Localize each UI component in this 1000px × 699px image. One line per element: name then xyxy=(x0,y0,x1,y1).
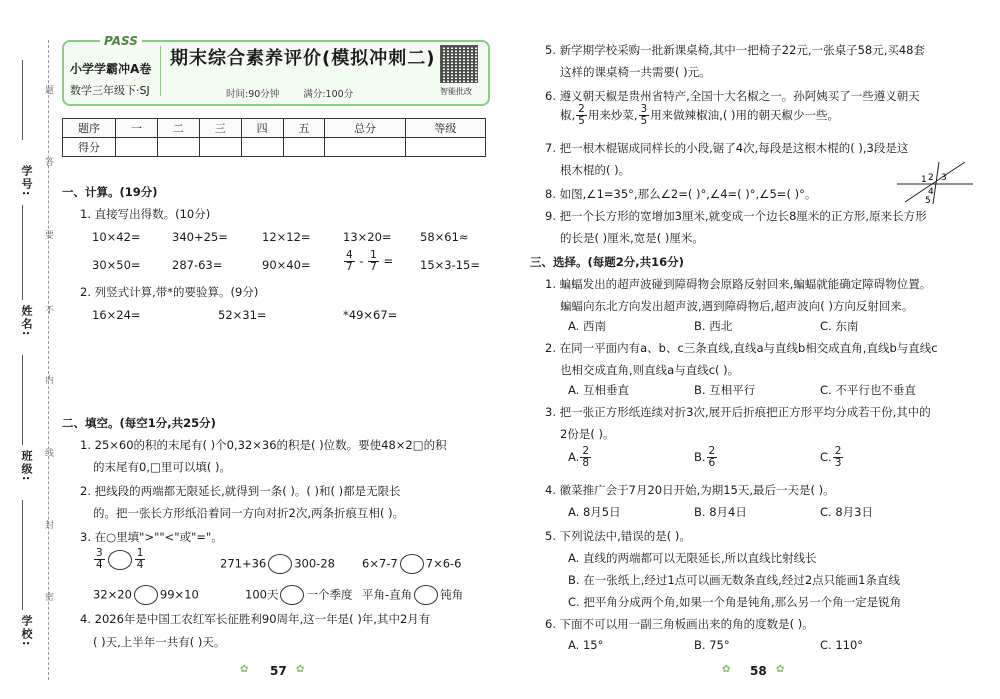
exam-time: 时间:90分钟 xyxy=(226,89,280,100)
margin-marker: 封 xyxy=(43,520,53,529)
compare-item xyxy=(220,554,335,574)
table-header-cell: 五 xyxy=(283,119,325,138)
compare-item xyxy=(93,548,146,571)
brand-name: 小学学霸冲A卷 xyxy=(70,62,152,76)
fraction-numerator: 2 xyxy=(708,445,716,457)
fraction-numerator: 3 xyxy=(96,547,103,559)
compare-circle[interactable] xyxy=(268,554,292,574)
choice-question-line: 2份是( )。 xyxy=(560,427,615,441)
section-calc-heading: 一、计算。(19分) xyxy=(62,185,158,199)
calc-item: 340+25= xyxy=(172,230,228,244)
table-header-cell: 题序 xyxy=(63,119,116,138)
student-id-blank[interactable] xyxy=(22,60,23,140)
compare-left: 6×7-7 xyxy=(362,556,398,571)
choice-question-line: 5. 下列说法中,错误的是( )。 xyxy=(545,529,691,543)
fraction-denominator: 7 xyxy=(346,261,353,273)
fraction-numerator: 3 xyxy=(640,103,648,115)
calc-item: 13×20= xyxy=(343,230,392,244)
choice-option[interactable] xyxy=(568,446,592,469)
compare-right: 一个季度 xyxy=(306,587,353,602)
fraction-denominator: 5 xyxy=(640,115,648,127)
option-letter: C. xyxy=(820,450,832,464)
choice-question-line: 1. 蝙蝠发出的超声波碰到障碍物会原路反射回来,蝙蝠就能确定障碍物位置。 xyxy=(545,277,932,291)
fill-question-line: 的。把一张长方形纸沿着同一方向对折2次,两条折痕互相( )。 xyxy=(93,506,405,520)
page-number-left: 57 xyxy=(270,664,287,678)
header-divider xyxy=(160,46,161,96)
calc-item: 12×12= xyxy=(262,230,311,244)
angle-label: 4 xyxy=(928,187,934,197)
compare-left: 271+36 xyxy=(220,556,267,571)
table-header-cell: 四 xyxy=(241,119,283,138)
fraction-numerator: 2 xyxy=(834,445,842,457)
choice-option[interactable]: C. 把平角分成两个角,如果一个角是钝角,那么另一个角一定是锐角 xyxy=(568,595,902,609)
calc-item: 58×61≈ xyxy=(420,230,469,244)
grade-label: 数学三年级下·SJ xyxy=(70,84,150,97)
fraction-numerator: 1 xyxy=(370,249,377,261)
choice-option[interactable] xyxy=(820,446,844,469)
margin-marker: 答 xyxy=(43,157,53,166)
name-label: 姓名: xyxy=(20,305,33,338)
fill-question-line: 的末尾有0,□里可以填( )。 xyxy=(93,460,231,474)
fill-question-line: 9. 把一个长方形的宽增加3厘米,就变成一个边长8厘米的正方形,原来长方形 xyxy=(545,209,927,223)
choice-option[interactable]: C. 东南 xyxy=(820,319,859,333)
fill-question-line: ( )天,上半年一共有( )天。 xyxy=(93,635,226,649)
score-cell[interactable] xyxy=(283,138,325,157)
choice-option[interactable]: B. 75° xyxy=(694,638,730,652)
margin-marker: 题 xyxy=(43,85,53,94)
text-segment: 用来做辣椒油,( )用的朝天椒少一些。 xyxy=(650,108,839,122)
fill-question-line: 2. 把线段的两端都无限延长,就得到一条( )。( )和( )都是无限长 xyxy=(80,484,401,498)
calc-item: 287-63= xyxy=(172,258,223,272)
exam-score: 满分:100分 xyxy=(303,89,354,100)
pass-logo: PASS xyxy=(100,34,142,48)
table-header-cell: 一 xyxy=(116,119,158,138)
calc-item: 90×40= xyxy=(262,258,311,272)
margin-marker: 要 xyxy=(43,230,53,239)
choice-option[interactable]: B. 8月4日 xyxy=(694,505,747,519)
class-label: 班级: xyxy=(20,450,33,483)
choice-option[interactable]: B. 西北 xyxy=(694,319,733,333)
section-choice-heading: 三、选择。(每题2分,共16分) xyxy=(530,255,684,269)
option-letter: A. xyxy=(568,450,580,464)
fraction-numerator: 1 xyxy=(136,547,144,559)
fill-question-line: 4. 2026年是中国工农红军长征胜利90周年,这一年是( )年,其中2月有 xyxy=(80,612,431,626)
page-number-right: 58 xyxy=(750,664,767,678)
choice-option[interactable]: B. 在一张纸上,经过1点可以画无数条直线,经过2点只能画1条直线 xyxy=(568,573,900,587)
compare-left: 平角-直角 xyxy=(362,587,413,602)
page-title: 期末综合素养评价(模拟冲刺二) xyxy=(170,48,436,69)
fraction-calc-item xyxy=(343,250,393,273)
compare-left: 32×20 xyxy=(93,587,132,602)
table-row-label: 得分 xyxy=(63,138,116,157)
margin-marker: 内 xyxy=(43,375,53,384)
class-blank[interactable] xyxy=(22,355,23,445)
score-cell[interactable] xyxy=(116,138,158,157)
calc-item: 10×42= xyxy=(92,230,141,244)
fraction-numerator: 2 xyxy=(582,445,590,457)
choice-option[interactable]: C. 8月3日 xyxy=(820,505,873,519)
binding-line xyxy=(48,40,49,680)
choice-question-line: 也相交成直角,则直线a与直线c( )。 xyxy=(560,363,740,377)
exam-meta xyxy=(226,86,353,100)
fill-question-line: 这样的课桌椅一共需要( )元。 xyxy=(560,65,711,79)
margin-marker: 密 xyxy=(43,592,53,601)
question-2-prompt: 2. 列竖式计算,带*的要验算。(9分) xyxy=(80,285,259,299)
choice-question-line: 2. 在同一平面内有a、b、c三条直线,直线a与直线b相交成直角,直线b与直线c xyxy=(545,341,938,355)
table-header-cell: 二 xyxy=(157,119,199,138)
qr-label: 智能批改 xyxy=(440,87,472,96)
compare-right: 300-28 xyxy=(294,556,335,571)
fraction-denominator: 5 xyxy=(578,115,585,127)
fill-question-line xyxy=(560,104,839,127)
choice-option[interactable]: C. 110° xyxy=(820,638,864,652)
choice-option[interactable] xyxy=(694,446,718,469)
option-letter: B. xyxy=(694,450,706,464)
fraction-denominator: 8 xyxy=(582,457,590,469)
choice-option[interactable]: A. 西南 xyxy=(568,319,606,333)
compare-circle[interactable] xyxy=(134,585,158,605)
score-cell[interactable] xyxy=(325,138,405,157)
compare-right: 99×10 xyxy=(159,587,199,602)
score-cell[interactable] xyxy=(241,138,283,157)
choice-question-line: 4. 徽菜推广会于7月20日开始,为期15天,最后一天是( )。 xyxy=(545,483,835,497)
student-id-label: 学号: xyxy=(20,165,33,198)
question-1-prompt: 1. 直接写出得数。(10分) xyxy=(80,207,211,221)
fill-question-line: 5. 新学期学校采购一批新课桌椅,其中一把椅子22元,一张桌子58元,买48套 xyxy=(545,43,925,57)
choice-option[interactable]: A. 互相垂直 xyxy=(568,383,629,397)
name-blank[interactable] xyxy=(22,205,23,300)
operator: - xyxy=(359,254,364,268)
compare-circle[interactable] xyxy=(108,550,132,570)
fill-question-line: 根木棍的( )。 xyxy=(560,163,631,177)
score-cell[interactable] xyxy=(157,138,199,157)
angle-label: 5 xyxy=(925,196,931,206)
fraction-denominator: 7 xyxy=(370,261,377,273)
vertical-calc-item: *49×67= xyxy=(343,308,398,322)
choice-option[interactable]: A. 直线的两端都可以无限延长,所以直线比射线长 xyxy=(568,551,817,565)
angle-figure xyxy=(895,158,975,206)
vertical-calc-item: 16×24= xyxy=(92,308,141,322)
fill-question-line: 7. 把一根木棍锯成同样长的小段,锯了4次,每段是这根木棍的( ),3段是这 xyxy=(545,141,909,155)
compare-circle[interactable] xyxy=(400,554,424,574)
table-header-cell: 三 xyxy=(199,119,241,138)
fraction-numerator: 4 xyxy=(346,249,353,261)
choice-question-line: 6. 下面不可以用一副三角板画出来的角的度数是( )。 xyxy=(545,617,814,631)
compare-right: 7×6-6 xyxy=(425,556,462,571)
school-label: 学校: xyxy=(20,615,33,648)
calc-item: 30×50= xyxy=(92,258,141,272)
angle-label: 3 xyxy=(941,173,947,183)
margin-marker: 不 xyxy=(43,305,53,314)
fill-question-line: 1. 25×60的积的末尾有( )个0,32×36的积是( )位数。要使48×2□的积 xyxy=(80,438,447,452)
compare-right: 钝角 xyxy=(440,587,464,602)
calc-item: 15×3-15= xyxy=(420,258,481,272)
choice-question-line: 蝙蝠向东北方向发出超声波,遇到障碍物后,超声波向( )方向反射回来。 xyxy=(560,299,914,313)
section-fill-heading: 二、填空。(每空1分,共25分) xyxy=(62,416,216,430)
fill-question-line: 6. 遵义朝天椒是贵州省特产,全国十大名椒之一。孙阿姨买了一些遵义朝天 xyxy=(545,89,920,103)
choice-option[interactable]: A. 8月5日 xyxy=(568,505,621,519)
leaf-icon: ✿ xyxy=(296,664,305,675)
margin-marker: 线 xyxy=(43,448,53,457)
leaf-icon: ✿ xyxy=(240,664,249,675)
choice-option[interactable]: A. 15° xyxy=(568,638,604,652)
table-header-cell: 总分 xyxy=(325,119,405,138)
compare-circle[interactable] xyxy=(280,585,304,605)
score-cell[interactable] xyxy=(405,138,485,157)
school-blank[interactable] xyxy=(22,500,23,610)
compare-item xyxy=(245,585,352,605)
score-table xyxy=(62,118,486,157)
text-segment: 椒, xyxy=(560,108,576,122)
text-segment: 用来炒菜, xyxy=(587,108,638,122)
choice-option[interactable]: B. 互相平行 xyxy=(694,383,756,397)
compare-item xyxy=(93,585,199,605)
fraction-denominator: 6 xyxy=(708,457,716,469)
choice-question-line: 3. 把一张正方形纸连续对折3次,展开后折痕把正方形平均分成若干份,其中的 xyxy=(545,405,931,419)
fill-question-line: 3. 在○里填">""<"或"="。 xyxy=(80,530,223,544)
angle-label: 1 xyxy=(921,175,927,185)
fill-question-line: 8. 如图,∠1=35°,那么∠2=( )°,∠4=( )°,∠5=( )°。 xyxy=(545,187,817,201)
fraction-denominator: 4 xyxy=(96,559,103,571)
compare-item xyxy=(362,585,463,605)
compare-left: 100天 xyxy=(245,587,279,602)
table-header-cell: 等级 xyxy=(405,119,485,138)
angle-label: 2 xyxy=(928,173,934,183)
fill-question-line: 的长是( )厘米,宽是( )厘米。 xyxy=(560,231,704,245)
fraction-denominator: 4 xyxy=(136,559,144,571)
qr-code-icon[interactable] xyxy=(440,45,478,83)
vertical-calc-item: 52×31= xyxy=(218,308,267,322)
score-cell[interactable] xyxy=(199,138,241,157)
compare-circle[interactable] xyxy=(414,585,438,605)
fraction-denominator: 3 xyxy=(834,457,842,469)
leaf-icon: ✿ xyxy=(776,664,785,675)
fraction-numerator: 2 xyxy=(578,103,585,115)
choice-option[interactable]: C. 不平行也不垂直 xyxy=(820,383,916,397)
compare-item xyxy=(362,554,462,574)
equals: = xyxy=(383,254,394,268)
leaf-icon: ✿ xyxy=(722,664,731,675)
